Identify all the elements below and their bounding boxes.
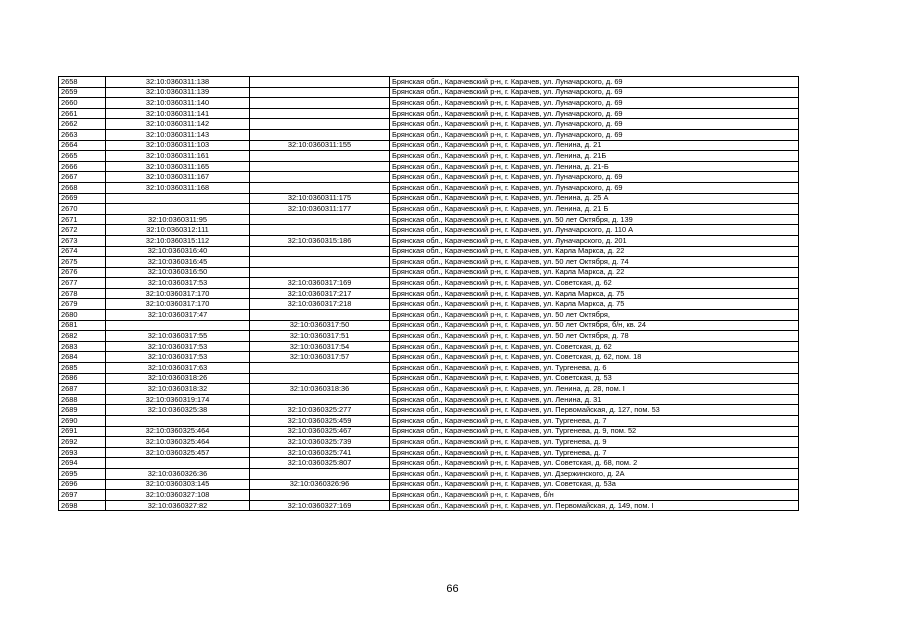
row-number-cell: 2696 — [59, 479, 106, 490]
table-row — [59, 225, 799, 236]
building-number-cell — [250, 246, 390, 257]
table-row — [59, 140, 799, 151]
building-number-cell — [250, 310, 390, 321]
parcel-number-cell — [106, 193, 250, 204]
row-number-cell: 2682 — [59, 331, 106, 342]
parcel-number-cell: 32:10:0360311:165 — [106, 161, 250, 172]
address-cell: Брянская обл., Карачевский р-н, г. Карачев, ул. Карла Маркса, д. 75 — [390, 288, 799, 299]
row-number-cell: 2698 — [59, 500, 106, 511]
parcel-number-cell: 32:10:0360317:63 — [106, 363, 250, 374]
address-cell: Брянская обл., Карачевский р-н, г. Карачев, ул. Тургенева, д. 9 — [390, 437, 799, 448]
parcel-number-cell: 32:10:0360311:103 — [106, 140, 250, 151]
address-cell: Брянская обл., Карачевский р-н, г. Карачев, ул. 50 лет Октября, б/н, кв. 24 — [390, 320, 799, 331]
parcel-number-cell: 32:10:0360312:111 — [106, 225, 250, 236]
address-cell: Брянская обл., Карачевский р-н, г. Карачев, ул. Луначарского, д. 201 — [390, 235, 799, 246]
address-cell: Брянская обл., Карачевский р-н, г. Карачев, ул. Тургенева, д. 6 — [390, 363, 799, 374]
row-number-cell: 2684 — [59, 352, 106, 363]
parcel-number-cell: 32:10:0360317:170 — [106, 299, 250, 310]
building-number-cell — [250, 468, 390, 479]
row-number-cell: 2690 — [59, 416, 106, 427]
cadastral-table — [58, 76, 799, 511]
row-number-cell: 2687 — [59, 384, 106, 395]
row-number-cell: 2692 — [59, 437, 106, 448]
address-cell: Брянская обл., Карачевский р-н, г. Карачев, ул. 50 лет Октября, — [390, 310, 799, 321]
row-number-cell: 2669 — [59, 193, 106, 204]
table-row — [59, 405, 799, 416]
address-cell: Брянская обл., Карачевский р-н, г. Карачев, ул. 50 лет Октября, д. 74 — [390, 257, 799, 268]
row-number-cell: 2661 — [59, 108, 106, 119]
address-cell: Брянская обл., Карачевский р-н, г. Карачев, ул. Советская, д. 62, пом. 18 — [390, 352, 799, 363]
row-number-cell: 2659 — [59, 87, 106, 98]
table-row — [59, 416, 799, 427]
parcel-number-cell: 32:10:0360311:168 — [106, 182, 250, 193]
table-row — [59, 331, 799, 342]
table-row — [59, 151, 799, 162]
address-cell: Брянская обл., Карачевский р-н, г. Карачев, ул. Ленина, д. 25 А — [390, 193, 799, 204]
address-cell: Брянская обл., Карачевский р-н, г. Карачев, ул. Ленина, д. 21 — [390, 140, 799, 151]
row-number-cell: 2681 — [59, 320, 106, 331]
parcel-number-cell: 32:10:0360319:174 — [106, 394, 250, 405]
row-number-cell: 2658 — [59, 77, 106, 88]
building-number-cell: 32:10:0360317:169 — [250, 278, 390, 289]
row-number-cell: 2677 — [59, 278, 106, 289]
table-row — [59, 182, 799, 193]
address-cell: Брянская обл., Карачевский р-н, г. Карачев, ул. Советская, д. 62 — [390, 278, 799, 289]
page-number: 66 — [446, 583, 459, 595]
row-number-cell: 2664 — [59, 140, 106, 151]
building-number-cell: 32:10:0360318:36 — [250, 384, 390, 395]
table-row — [59, 246, 799, 257]
parcel-number-cell: 32:10:0360317:47 — [106, 310, 250, 321]
address-cell: Брянская обл., Карачевский р-н, г. Карачев, ул. Луначарского, д. 69 — [390, 182, 799, 193]
parcel-number-cell: 32:10:0360311:140 — [106, 98, 250, 109]
parcel-number-cell: 32:10:0360311:139 — [106, 87, 250, 98]
parcel-number-cell: 32:10:0360325:457 — [106, 447, 250, 458]
table-row — [59, 468, 799, 479]
table-row — [59, 320, 799, 331]
building-number-cell: 32:10:0360311:175 — [250, 193, 390, 204]
building-number-cell — [250, 172, 390, 183]
row-number-cell: 2686 — [59, 373, 106, 384]
address-cell: Брянская обл., Карачевский р-н, г. Карачев, ул. 50 лет Октября, д. 78 — [390, 331, 799, 342]
parcel-number-cell: 32:10:0360303:145 — [106, 479, 250, 490]
building-number-cell — [250, 87, 390, 98]
address-cell: Брянская обл., Карачевский р-н, г. Карачев, ул. Луначарского, д. 69 — [390, 108, 799, 119]
building-number-cell — [250, 214, 390, 225]
parcel-number-cell: 32:10:0360325:464 — [106, 437, 250, 448]
row-number-cell: 2683 — [59, 341, 106, 352]
address-cell: Брянская обл., Карачевский р-н, г. Карачев, ул. Советская, д. 62 — [390, 341, 799, 352]
row-number-cell: 2665 — [59, 151, 106, 162]
address-cell: Брянская обл., Карачевский р-н, г. Карачев, ул. Тургенева, д. 7 — [390, 416, 799, 427]
table-row — [59, 267, 799, 278]
row-number-cell: 2662 — [59, 119, 106, 130]
table-row — [59, 352, 799, 363]
row-number-cell: 2688 — [59, 394, 106, 405]
parcel-number-cell — [106, 416, 250, 427]
address-cell: Брянская обл., Карачевский р-н, г. Карачев, ул. Дзержинского, д. 2А — [390, 468, 799, 479]
address-cell: Брянская обл., Карачевский р-н, г. Карачев, ул. Карла Маркса, д. 22 — [390, 246, 799, 257]
parcel-number-cell: 32:10:0360311:167 — [106, 172, 250, 183]
table-row — [59, 437, 799, 448]
address-cell: Брянская обл., Карачевский р-н, г. Карачев, ул. Первомайская, д. 127, пом. 53 — [390, 405, 799, 416]
address-cell: Брянская обл., Карачевский р-н, г. Карачев, ул. Ленина, д. 21Б — [390, 151, 799, 162]
parcel-number-cell: 32:10:0360311:143 — [106, 129, 250, 140]
address-cell: Брянская обл., Карачевский р-н, г. Карачев, ул. Луначарского, д. 69 — [390, 98, 799, 109]
row-number-cell: 2666 — [59, 161, 106, 172]
table-row — [59, 98, 799, 109]
parcel-number-cell: 32:10:0360311:138 — [106, 77, 250, 88]
building-number-cell — [250, 77, 390, 88]
table-row — [59, 447, 799, 458]
row-number-cell: 2691 — [59, 426, 106, 437]
address-cell: Брянская обл., Карачевский р-н, г. Карачев, ул. Ленина, д. 21-Б — [390, 161, 799, 172]
building-number-cell — [250, 129, 390, 140]
row-number-cell: 2673 — [59, 235, 106, 246]
address-cell: Брянская обл., Карачевский р-н, г. Карачев, ул. Луначарского, д. 69 — [390, 119, 799, 130]
building-number-cell: 32:10:0360325:807 — [250, 458, 390, 469]
row-number-cell: 2693 — [59, 447, 106, 458]
parcel-number-cell: 32:10:0360317:170 — [106, 288, 250, 299]
address-cell: Брянская обл., Карачевский р-н, г. Карачев, б/н — [390, 490, 799, 501]
table-row — [59, 193, 799, 204]
parcel-number-cell: 32:10:0360317:53 — [106, 278, 250, 289]
building-number-cell: 32:10:0360327:169 — [250, 500, 390, 511]
building-number-cell: 32:10:0360325:277 — [250, 405, 390, 416]
address-cell: Брянская обл., Карачевский р-н, г. Карачев, ул. Карла Маркса, д. 75 — [390, 299, 799, 310]
parcel-number-cell: 32:10:0360317:53 — [106, 352, 250, 363]
row-number-cell: 2663 — [59, 129, 106, 140]
address-cell: Брянская обл., Карачевский р-н, г. Карачев, ул. Луначарского, д. 69 — [390, 129, 799, 140]
parcel-number-cell: 32:10:0360311:141 — [106, 108, 250, 119]
parcel-number-cell: 32:10:0360311:142 — [106, 119, 250, 130]
parcel-number-cell: 32:10:0360327:82 — [106, 500, 250, 511]
parcel-number-cell: 32:10:0360318:32 — [106, 384, 250, 395]
parcel-number-cell: 32:10:0360326:36 — [106, 468, 250, 479]
building-number-cell: 32:10:0360317:57 — [250, 352, 390, 363]
parcel-number-cell: 32:10:0360318:26 — [106, 373, 250, 384]
table-row — [59, 500, 799, 511]
table-row — [59, 426, 799, 437]
parcel-number-cell: 32:10:0360316:45 — [106, 257, 250, 268]
address-cell: Брянская обл., Карачевский р-н, г. Карачев, ул. 50 лет Октября, д. 139 — [390, 214, 799, 225]
building-number-cell — [250, 98, 390, 109]
table-row — [59, 172, 799, 183]
table-row — [59, 235, 799, 246]
row-number-cell: 2694 — [59, 458, 106, 469]
parcel-number-cell: 32:10:0360316:50 — [106, 267, 250, 278]
row-number-cell: 2679 — [59, 299, 106, 310]
building-number-cell: 32:10:0360325:467 — [250, 426, 390, 437]
parcel-number-cell: 32:10:0360325:38 — [106, 405, 250, 416]
row-number-cell: 2678 — [59, 288, 106, 299]
building-number-cell — [250, 373, 390, 384]
address-cell: Брянская обл., Карачевский р-н, г. Карачев, ул. Луначарского, д. 69 — [390, 87, 799, 98]
row-number-cell: 2680 — [59, 310, 106, 321]
building-number-cell — [250, 225, 390, 236]
table-row — [59, 373, 799, 384]
building-number-cell: 32:10:0360317:54 — [250, 341, 390, 352]
building-number-cell: 32:10:0360325:741 — [250, 447, 390, 458]
row-number-cell: 2668 — [59, 182, 106, 193]
address-cell: Брянская обл., Карачевский р-н, г. Карачев, ул. Первомайская, д. 149, пом. I — [390, 500, 799, 511]
table-row — [59, 129, 799, 140]
table-body — [59, 77, 799, 511]
address-cell: Брянская обл., Карачевский р-н, г. Карачев, ул. Тургенева, д. 7 — [390, 447, 799, 458]
table-row — [59, 479, 799, 490]
address-cell: Брянская обл., Карачевский р-н, г. Карачев, ул. Советская, д. 53 — [390, 373, 799, 384]
table-row — [59, 119, 799, 130]
row-number-cell: 2676 — [59, 267, 106, 278]
address-cell: Брянская обл., Карачевский р-н, г. Карачев, ул. Карла Маркса, д. 22 — [390, 267, 799, 278]
table-row — [59, 299, 799, 310]
row-number-cell: 2667 — [59, 172, 106, 183]
building-number-cell — [250, 182, 390, 193]
row-number-cell: 2671 — [59, 214, 106, 225]
building-number-cell: 32:10:0360317:218 — [250, 299, 390, 310]
parcel-number-cell: 32:10:0360311:95 — [106, 214, 250, 225]
row-number-cell: 2670 — [59, 204, 106, 215]
building-number-cell: 32:10:0360311:155 — [250, 140, 390, 151]
table-row — [59, 87, 799, 98]
building-number-cell — [250, 161, 390, 172]
table-row — [59, 77, 799, 88]
table-row — [59, 278, 799, 289]
row-number-cell: 2685 — [59, 363, 106, 374]
address-cell: Брянская обл., Карачевский р-н, г. Карачев, ул. Советская, д. 68, пом. 2 — [390, 458, 799, 469]
row-number-cell: 2674 — [59, 246, 106, 257]
building-number-cell — [250, 108, 390, 119]
building-number-cell: 32:10:0360315:186 — [250, 235, 390, 246]
parcel-number-cell: 32:10:0360315:112 — [106, 235, 250, 246]
table-row — [59, 490, 799, 501]
table-row — [59, 384, 799, 395]
building-number-cell: 32:10:0360317:51 — [250, 331, 390, 342]
building-number-cell — [250, 151, 390, 162]
row-number-cell: 2697 — [59, 490, 106, 501]
row-number-cell: 2660 — [59, 98, 106, 109]
address-cell: Брянская обл., Карачевский р-н, г. Карачев, ул. Ленина, д. 28, пом. I — [390, 384, 799, 395]
table-row — [59, 257, 799, 268]
building-number-cell — [250, 490, 390, 501]
address-cell: Брянская обл., Карачевский р-н, г. Карачев, ул. Луначарского, д. 69 — [390, 172, 799, 183]
table-row — [59, 288, 799, 299]
parcel-number-cell: 32:10:0360316:40 — [106, 246, 250, 257]
address-cell: Брянская обл., Карачевский р-н, г. Карачев, ул. Луначарского, д. 69 — [390, 77, 799, 88]
table-row — [59, 204, 799, 215]
building-number-cell: 32:10:0360317:217 — [250, 288, 390, 299]
building-number-cell: 32:10:0360325:459 — [250, 416, 390, 427]
parcel-number-cell: 32:10:0360325:464 — [106, 426, 250, 437]
building-number-cell: 32:10:0360325:739 — [250, 437, 390, 448]
building-number-cell: 32:10:0360311:177 — [250, 204, 390, 215]
building-number-cell — [250, 363, 390, 374]
address-cell: Брянская обл., Карачевский р-н, г. Карачев, ул. Ленина, д. 21 Б — [390, 204, 799, 215]
building-number-cell — [250, 394, 390, 405]
building-number-cell: 32:10:0360326:96 — [250, 479, 390, 490]
parcel-number-cell: 32:10:0360311:161 — [106, 151, 250, 162]
table-row — [59, 310, 799, 321]
table-row — [59, 363, 799, 374]
table-row — [59, 458, 799, 469]
building-number-cell — [250, 257, 390, 268]
row-number-cell: 2672 — [59, 225, 106, 236]
address-cell: Брянская обл., Карачевский р-н, г. Карачев, ул. Тургенева, д. 9, пом. 52 — [390, 426, 799, 437]
parcel-number-cell — [106, 204, 250, 215]
address-cell: Брянская обл., Карачевский р-н, г. Карачев, ул. Советская, д. 53а — [390, 479, 799, 490]
address-cell: Брянская обл., Карачевский р-н, г. Карачев, ул. Ленина, д. 31 — [390, 394, 799, 405]
table-row — [59, 394, 799, 405]
parcel-number-cell: 32:10:0360317:55 — [106, 331, 250, 342]
parcel-number-cell — [106, 458, 250, 469]
table-row — [59, 214, 799, 225]
parcel-number-cell — [106, 320, 250, 331]
table-row — [59, 108, 799, 119]
parcel-number-cell: 32:10:0360327:108 — [106, 490, 250, 501]
row-number-cell: 2695 — [59, 468, 106, 479]
table-row — [59, 341, 799, 352]
table-row — [59, 161, 799, 172]
row-number-cell: 2689 — [59, 405, 106, 416]
address-cell: Брянская обл., Карачевский р-н, г. Карачев, ул. Луначарского, д. 110 А — [390, 225, 799, 236]
row-number-cell: 2675 — [59, 257, 106, 268]
parcel-number-cell: 32:10:0360317:53 — [106, 341, 250, 352]
building-number-cell: 32:10:0360317:50 — [250, 320, 390, 331]
building-number-cell — [250, 119, 390, 130]
building-number-cell — [250, 267, 390, 278]
